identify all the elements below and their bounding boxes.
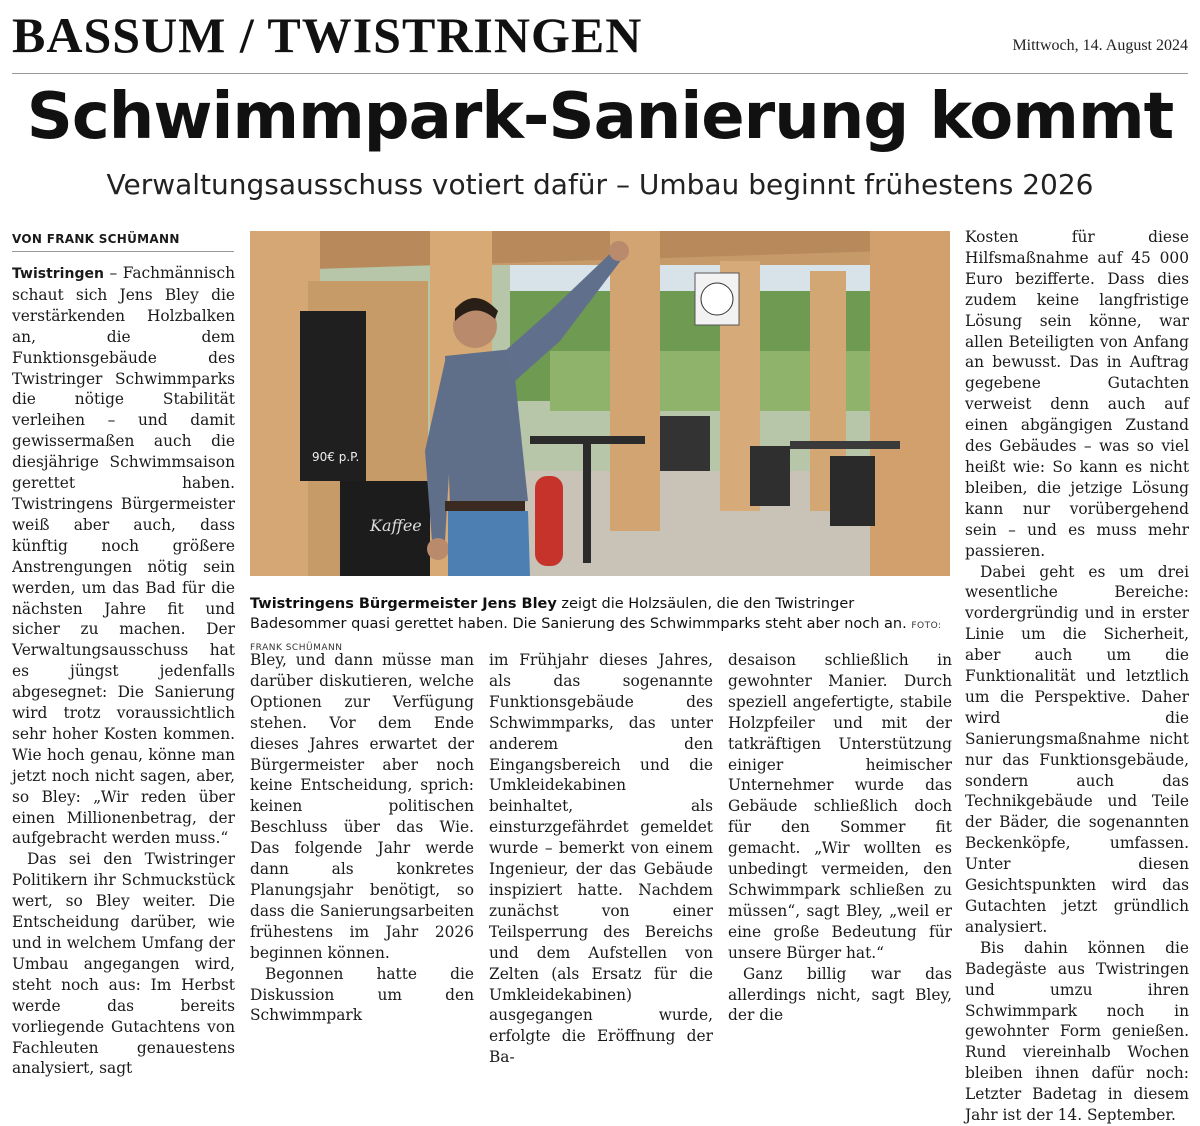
photo-caption (250, 594, 950, 658)
article-column-3 (489, 650, 713, 1068)
caption-lead: Twistringens Bürgermeister Jens Bley (250, 596, 557, 612)
article-subheadline: Verwaltungsausschuss votiert dafür – Umbau beginnt frühestens 2026 (106, 168, 1094, 201)
section-title: BASSUM / TWISTRINGEN (12, 7, 643, 63)
paragraph: Ganz billig war das allerdings nicht, sagt Bley, der die (728, 964, 952, 1025)
article-column-5 (965, 227, 1189, 1126)
menu-board-text: Kaffee (370, 516, 422, 535)
paragraph: im Frühjahr dieses Jahres, als das sogenannte Funktionsgebäude des Schwimmparks, das unter anderem den Eingangsbereich und die Umkleidekabinen beinhaltet, als einsturzgefährdet gemeldet wurde – bemerkt von einem Ingenieur, der das Gebäude inspiziert hatte. Nachdem zunächst von einer Teilsperrung des Bereichs und dem Aufstellen von Zelten (als Ersatz für die Umkleidekabinen) ausgegangen wurde, erfolgte die Eröffnung der Ba- (489, 651, 713, 1067)
issue-date: Mittwoch, 14. August 2024 (1012, 37, 1188, 54)
caption-text: zeigt die Holzsäulen, die den Twistringer Badesommer quasi gerettet haben. Die Sanierung des Schwimmparks steht aber noch an. (250, 596, 907, 632)
header-divider (12, 73, 1188, 74)
article-column-2 (250, 650, 474, 1026)
paragraph-text: – Fachmännisch schaut sich Jens Bley die verstärkenden Holzbalken an, die dem Funktionsgebäude des Twistringer Schwimmparks die nötige Stabilität verleihen – und damit gewissermaßen auch die diesjährige Schwimmsaison gerettet haben. Twistringens Bürgermeister weiß aber auch, dass künftig noch größere Anstrengungen nötig sein werden, um das Bad für die nächsten Jahre fit und sicher zu machen. Der Verwaltungsausschuss hat es jüngst jedenfalls abgesegnet: Die Sanierung wird trotz voraussichtlich sehr hoher Kosten kommen. Wie hoch genau, könne man jetzt noch nicht sagen, aber, so Bley: „Wir reden über einen Millionenbetrag, der aufgebracht werden muss.“ (12, 264, 235, 848)
paragraph: Kosten für diese Hilfsmaßnahme auf 45 000 Euro bezifferte. Dass dies zudem keine langfristige Lösung sein könne, war allen Beteiligten von Anfang an bewusst. Das in Auftrag gegebene Gutachten verweist denn auch auf einen abgängigen Zustand des Gebäudes – was so viel heißt wie: So kann es nicht bleiben, die jetzige Lösung kann nur vorübergehend sein – und es muss mehr passieren. (965, 228, 1189, 560)
photo-credit: FOTO: FRANK SCHÜMANN (250, 621, 942, 653)
paragraph: Bis dahin können die Badegäste aus Twistringen und umzu ihren Schwimmpark noch in gewohnter Form genießen. Rund viereinhalb Wochen bleiben ihnen dafür noch: Letzter Badetag in diesem Jahr ist der 14. September. (965, 938, 1189, 1125)
article-column-1 (12, 263, 235, 1079)
article-column-4 (728, 650, 952, 1026)
paragraph: Dabei geht es um drei wesentliche Bereiche: vordergründig und in erster Linie um die Sicherheit, aber auch um die Funktionalität und letztlich um die Perspektive. Daher wird die Sanierungsmaßnahme nicht nur das Funktionsgebäude, sondern auch das Technikgebäude und Teile der Bäder, die sogenannten Beckenköpfe, umfassen. Unter diesen Gesichtspunkten wird das Gutachten jetzt gründlich analysiert. (965, 562, 1189, 936)
article-photo (250, 231, 950, 576)
paragraph: Das sei den Twistringer Politikern ihr Schmuckstück wert, so Bley weiter. Die Entscheidung darüber, wie und in welchem Umfang der Umbau angegangen wird, steht noch aus: Im Herbst werde das bereits vorliegende Gutachtens von Fachleuten genauestens analysiert, sagt (12, 850, 235, 1078)
paragraph (12, 263, 235, 849)
article-headline: Schwimmpark-Sanierung kommt (26, 80, 1174, 154)
byline: VON FRANK SCHÜMANN (12, 232, 234, 252)
dateline: Twistringen (12, 266, 104, 282)
paragraph: Bley, und dann müsse man darüber diskutieren, welche Optionen zur Verfügung stehen. Vor dem Ende dieses Jahres erwartet der Bürgermeister aber noch keine Entscheidung, sprich: keinen politischen Beschluss über das Wie. Das folgende Jahr werde dann als konkretes Planungsjahr benötigt, so dass die Sanierungsarbeiten frühestens im Jahr 2026 beginnen können. (250, 651, 474, 962)
menu-price: 90€ p.P. (312, 450, 360, 464)
paragraph: Begonnen hatte die Diskussion um den Schwimmpark (250, 964, 474, 1025)
paragraph: desaison schließlich in gewohnter Manier. Durch speziell angefertigte, stabile Holzpfeiler und mit der tatkräftigen Unterstützung einiger heimischer Unternehmer wurde das Gebäude schließlich doch für den Sommer fit gemacht. „Wir wollten es unbedingt vermeiden, den Schwimmpark schließen zu müssen“, sagt Bley, „weil er eine große Bedeutung für unsere Bürger hat.“ (728, 651, 952, 962)
